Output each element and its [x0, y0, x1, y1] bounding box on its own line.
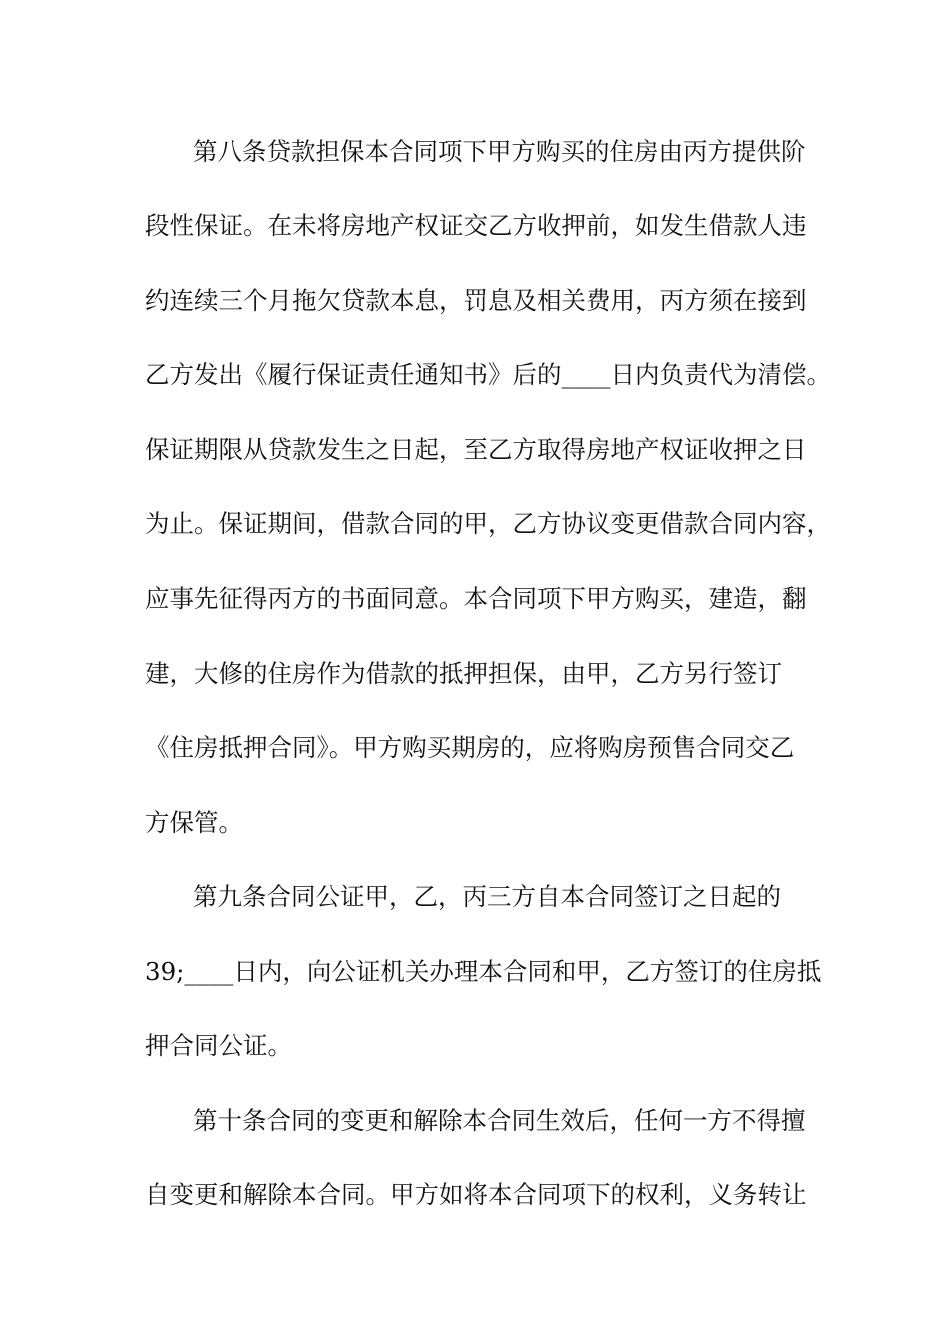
article-8-line-7: 应事先征得丙方的书面同意。本合同项下甲方购买，建造，翻: [145, 584, 807, 613]
article-9-line-2: 39;____日内，向公证机关办理本合同和甲，乙方签订的住房抵: [145, 957, 822, 986]
article-9-line-3: 押合同公证。: [145, 1031, 292, 1060]
article-8-line-6: 为止。保证期间，借款合同的甲，乙方协议变更借款合同内容，: [145, 509, 831, 538]
article-8-line-8: 建，大修的住房作为借款的抵押担保，由甲，乙方另行签订: [145, 659, 782, 688]
article-8-line-5: 保证期限从贷款发生之日起，至乙方取得房地产权证收押之日: [145, 435, 807, 464]
article-10-line-2: 自变更和解除本合同。甲方如将本合同项下的权利，义务转让: [145, 1180, 807, 1209]
article-8-line-3: 约连续三个月拖欠贷款本息，罚息及相关费用，丙方须在接到: [145, 286, 807, 315]
article-8-line-10: 方保管。: [145, 808, 243, 837]
article-8-line-4: 乙方发出《履行保证责任通知书》后的____日内负责代为清偿。: [145, 360, 831, 389]
article-8-line-9: 《住房抵押合同》。甲方购买期房的，应将购房预售合同交乙: [145, 733, 795, 762]
article-9-line-1: 第九条合同公证甲，乙，丙三方自本合同签订之日起的: [193, 882, 781, 911]
article-10-line-1: 第十条合同的变更和解除本合同生效后，任何一方不得擅: [193, 1106, 806, 1135]
article-8-line-1: 第八条贷款担保本合同项下甲方购买的住房由丙方提供阶: [193, 137, 806, 166]
article-8-line-2: 段性保证。在未将房地产权证交乙方收押前，如发生借款人违: [145, 211, 807, 240]
